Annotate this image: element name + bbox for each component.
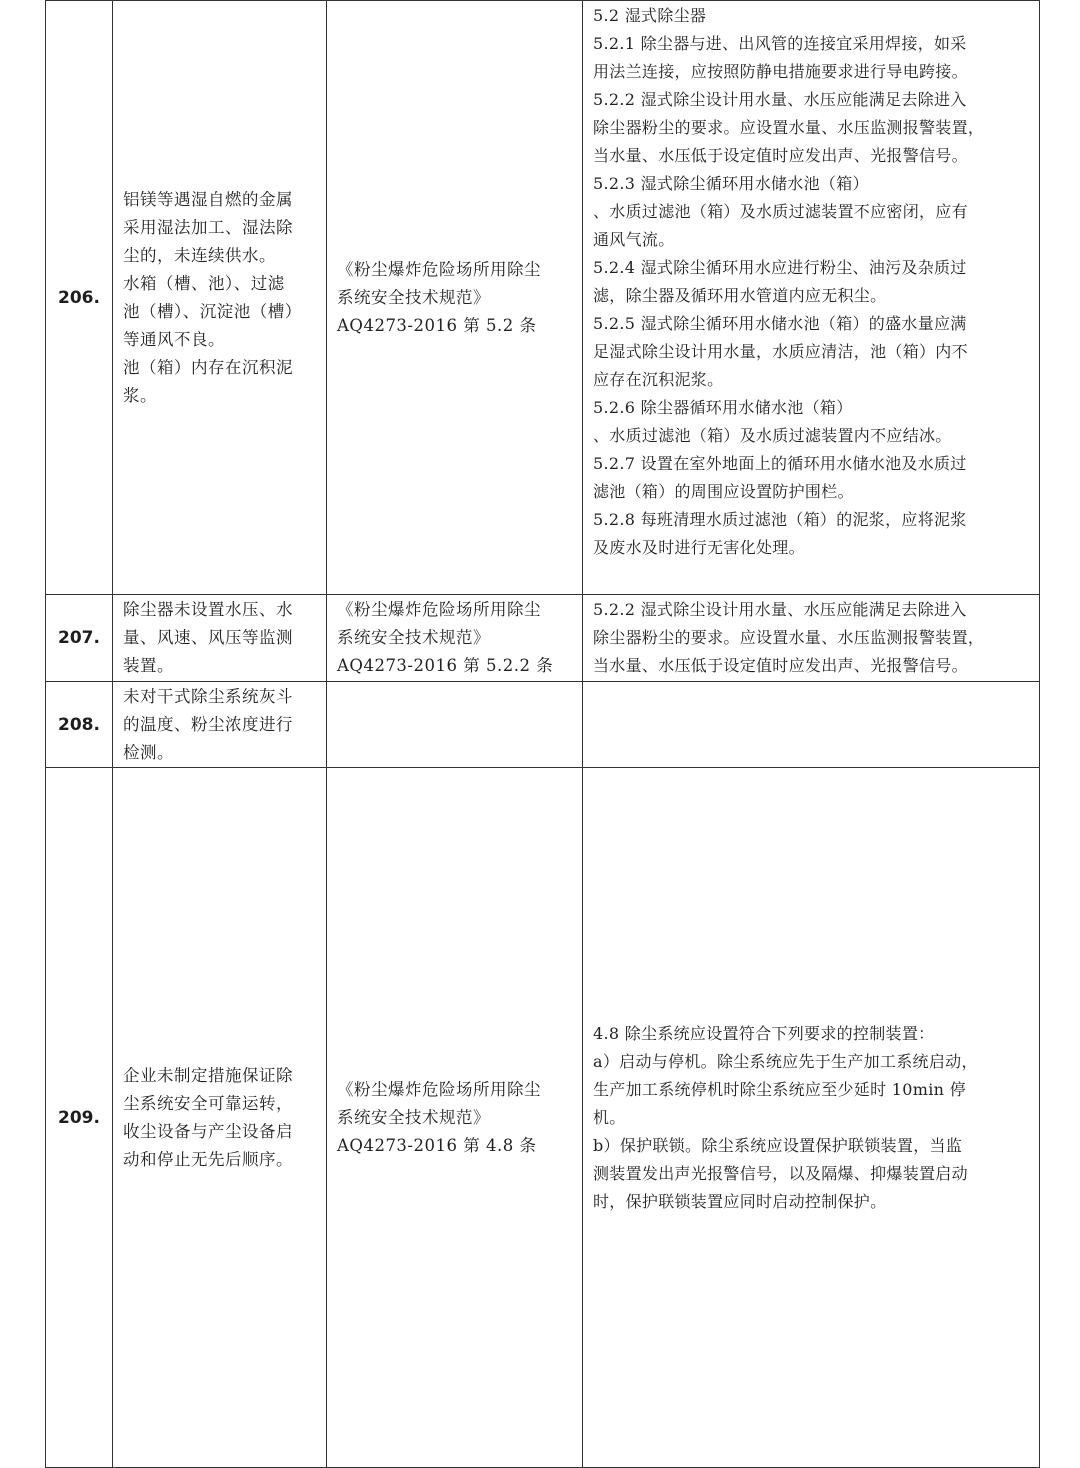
text-line: 的温度、粉尘浓度进行 [123, 714, 293, 734]
clause-text [583, 682, 1040, 768]
row-number: 207. [46, 595, 113, 682]
text-line: 5.2.8 每班清理水质过滤池（箱）的泥浆，应将泥浆 [593, 510, 967, 529]
text-line: 5.2.5 湿式除尘循环用水储水池（箱）的盛水量应满 [593, 314, 967, 333]
text-line: AQ4273-2016 第 4.8 条 [337, 1135, 537, 1155]
text-line: 检测。 [123, 742, 174, 762]
text-line: 测装置发出声光报警信号，以及隔爆、抑爆装置启动 [593, 1163, 968, 1183]
hazard-description [113, 768, 327, 1468]
text-line: 5.2 湿式除尘器 [593, 6, 707, 25]
text-line: 等通风不良。 [123, 329, 225, 349]
hazard-description [113, 682, 327, 768]
standard-reference [327, 595, 583, 682]
text-line: 除尘器粉尘的要求。应设置水量、水压监测报警装置， [593, 628, 985, 647]
text-line: 除尘器粉尘的要求。应设置水量、水压监测报警装置， [593, 118, 985, 137]
text-line: 量、风速、风压等监测 [123, 628, 293, 647]
text-line: 5.2.6 除尘器循环用水储水池（箱） [593, 398, 853, 417]
text-line: 浆。 [123, 385, 157, 405]
text-line: 5.2.7 设置在室外地面上的循环用水储水池及水质过 [593, 454, 967, 473]
text-line: 《粉尘爆炸危险场所用除尘 [337, 259, 541, 279]
text-line: a）启动与停机。除尘系统应先于生产加工系统启动， [593, 1051, 978, 1071]
clause-text [583, 595, 1040, 682]
text-line: b）保护联锁。除尘系统应设置保护联锁装置，当监 [593, 1135, 963, 1155]
hazard-description [113, 1, 327, 595]
text-line: 采用湿法加工、湿法除 [123, 217, 293, 237]
text-line: 系统安全技术规范》 [337, 287, 490, 307]
text-line: 生产加工系统停机时除尘系统应至少延时 10min 停 [593, 1079, 966, 1099]
text-line: 通风气流。 [593, 230, 675, 249]
clause-text [583, 1, 1040, 595]
hazard-description [113, 595, 327, 682]
table-row [46, 682, 1040, 768]
standard-reference [327, 1, 583, 595]
text-line: 《粉尘爆炸危险场所用除尘 [337, 1079, 541, 1099]
text-line: 、水质过滤池（箱）及水质过滤装置内不应结冰。 [593, 426, 952, 445]
text-line: 企业未制定措施保证除 [123, 1065, 293, 1085]
text-line: 5.2.3 湿式除尘循环用水储水池（箱） [593, 174, 869, 193]
text-line: 尘的，未连续供水。 [123, 245, 276, 265]
text-line: 系统安全技术规范》 [337, 1107, 490, 1127]
text-line: 除尘器未设置水压、水 [123, 600, 293, 619]
text-line: 时，保护联锁装置应同时启动控制保护。 [593, 1191, 887, 1211]
text-line: 动和停止无先后顺序。 [123, 1149, 293, 1169]
text-line: 5.2.1 除尘器与进、出风管的连接宜采用焊接，如采 [593, 34, 967, 53]
text-line: 5.2.4 湿式除尘循环用水应进行粉尘、油污及杂质过 [593, 258, 967, 277]
text-line: 未对干式除尘系统灰斗 [123, 686, 293, 706]
text-line: 机。 [593, 1107, 626, 1127]
text-line: 滤，除尘器及循环用水管道内应无积尘。 [593, 286, 887, 305]
text-line: 、水质过滤池（箱）及水质过滤装置不应密闭，应有 [593, 202, 968, 221]
text-line: 及废水及时进行无害化处理。 [593, 538, 805, 557]
row-number: 208. [46, 682, 113, 768]
text-line: AQ4273-2016 第 5.2 条 [337, 315, 537, 335]
text-line: 5.2.2 湿式除尘设计用水量、水压应能满足去除进入 [593, 600, 967, 619]
table-row [46, 768, 1040, 1468]
table-row [46, 595, 1040, 682]
text-line: 当水量、水压低于设定值时应发出声、光报警信号。 [593, 656, 968, 675]
text-line: 《粉尘爆炸危险场所用除尘 [337, 600, 541, 619]
text-line: 池（槽）、沉淀池（槽） [123, 301, 302, 321]
text-line: 尘系统安全可靠运转， [123, 1093, 293, 1113]
text-line: 滤池（箱）的周围应设置防护围栏。 [593, 482, 854, 501]
text-line: 装置。 [123, 656, 174, 675]
row-number: 206. [46, 1, 113, 595]
standard-reference [327, 768, 583, 1468]
text-line: 收尘设备与产尘设备启 [123, 1121, 293, 1141]
text-line: 足湿式除尘设计用水量，水质应清洁，池（箱）内不 [593, 342, 968, 361]
regulation-table [45, 0, 1040, 1468]
text-line: 4.8 除尘系统应设置符合下列要求的控制装置： [593, 1023, 935, 1043]
clause-text [583, 768, 1040, 1468]
row-number: 209. [46, 768, 113, 1468]
text-line: 应存在沉积泥浆。 [593, 370, 724, 389]
text-line: AQ4273-2016 第 5.2.2 条 [337, 656, 554, 675]
text-line: 5.2.2 湿式除尘设计用水量、水压应能满足去除进入 [593, 90, 967, 109]
text-line: 系统安全技术规范》 [337, 628, 490, 647]
text-line: 当水量、水压低于设定值时应发出声、光报警信号。 [593, 146, 968, 165]
text-line: 水箱（槽、池）、过滤 [123, 273, 285, 293]
table-row [46, 1, 1040, 595]
text-line: 铝镁等遇湿自燃的金属 [123, 189, 293, 209]
text-line: 池（箱）内存在沉积泥 [123, 357, 293, 377]
standard-reference [327, 682, 583, 768]
text-line: 用法兰连接，应按照防静电措施要求进行导电跨接。 [593, 62, 968, 81]
